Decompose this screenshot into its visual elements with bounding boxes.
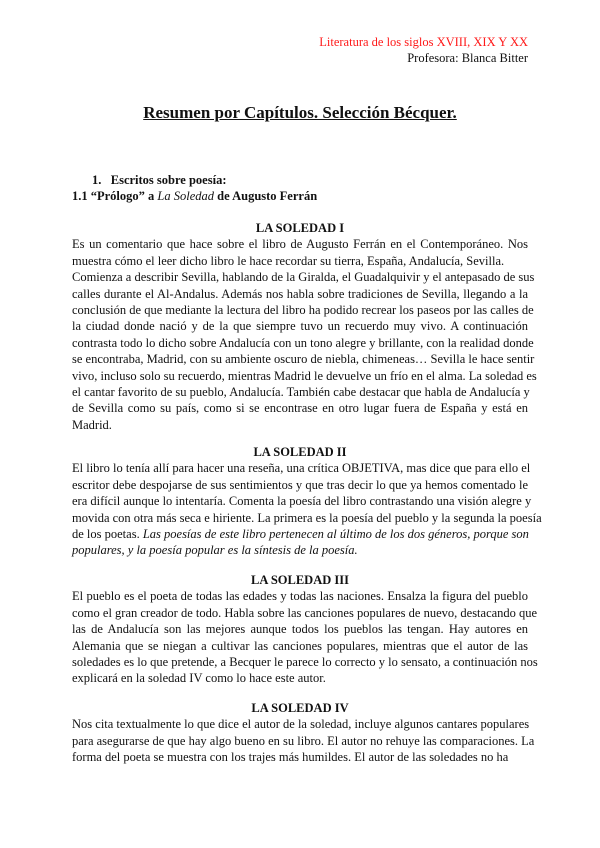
text-line: contrasta todo lo dicho sobre Andalucía con un tono alegre y brillante, con la realidad donde: [72, 335, 534, 350]
text-line: el cantar favorito de su pueblo, Andalucía. También cabe destacar que habla de Andalucía y: [72, 384, 530, 399]
chapter-heading: LA SOLEDAD IV: [251, 701, 349, 715]
section-label: Escritos sobre poesía:: [110, 173, 227, 187]
text-line: El pueblo es el poeta de todas las edades y todas las naciones. Ensalza la figura del pueblo: [72, 589, 528, 604]
text-line: Comienza a describir Sevilla, hablando de la Giralda, el Guadalquivir y el antepasado de sus: [72, 270, 535, 285]
text-segment: de los poetas.: [72, 526, 143, 541]
text-line: escritor debe despojarse de sus sentimientos y que tras decir lo que ya hemos comentado le: [72, 477, 528, 492]
text-line: como el gran creador de todo. Habla sobre las canciones populares de nuevo, destacando que: [72, 605, 538, 620]
text-line: Es un comentario que hace sobre el libro de Augusto Ferrán en el Contemporáneo. Nos: [72, 237, 528, 252]
section-number: 1.: [92, 173, 102, 187]
text-line: movida con otra más seca e hiriente. La primera es la poesía del pueblo y la segunda la poesía: [72, 510, 542, 525]
text-line: se encontraba, Madrid, con su ambiente oscuro de niebla, chimeneas… Sevilla le hace sentir: [72, 352, 535, 367]
section-heading: [92, 173, 227, 188]
text-line: muestra cómo el leer dicho libro le hace recordar su tierra, España, Andalucía, Sevilla.: [72, 253, 505, 268]
teacher-header: Profesora: Blanca Bitter: [407, 51, 528, 65]
text-line: vivo, incluso solo su recuerdo, mientras Madrid le devuelve un frío en el alma. La soledad es: [72, 368, 537, 383]
text-line: soledades es lo que pretende, a Becquer le parece lo correcto y lo sensato, a continuación nos: [72, 654, 538, 669]
text-line: para asegurarse de que hay algo bueno en su libro. El autor no rehuye las comparaciones. La: [72, 733, 535, 748]
text-line: Madrid.: [72, 417, 112, 432]
text-line: calles durante el Al-Andalus. Además nos habla sobre tradiciones de Sevilla, llegando a la: [72, 286, 528, 301]
text-line: conclusión de que mediante la lectura del libro ha podido recrear los paseos por las calles de: [72, 302, 534, 317]
chapter-soledad-3: [72, 572, 538, 687]
text-line: Nos cita textualmente lo que dice el autor de la soledad, incluye algunos cantares populares: [72, 717, 530, 732]
chapter-soledad-4: [72, 700, 535, 766]
subsection-heading: [72, 189, 317, 204]
subsection-italic-title: La Soledad: [157, 189, 215, 203]
text-line: [72, 526, 528, 542]
text-line: forma del poeta se muestra con los trajes más humildes. El autor de las soledades no ha: [72, 750, 509, 765]
text-line: explicará en la soledad IV como lo hace este autor.: [72, 671, 326, 686]
italic-quote: populares, y la poesía popular es la síntesis de la poesía.: [72, 543, 358, 558]
text-line: Alemania que se niegan a cultivar las canciones populares, mientras que el autor de las: [72, 638, 528, 653]
text-line: [72, 542, 528, 558]
subsection-rest: de Augusto Ferrán: [214, 189, 318, 203]
chapter-heading: LA SOLEDAD I: [255, 221, 345, 235]
text-line: las de Andalucía son las mejores aunque todos los pueblos las tengan. Hay autores en: [72, 622, 528, 637]
text-line: de Sevilla como su país, como si se encontrase en otro lugar fuera de España y está en: [72, 401, 528, 416]
chapter-heading: LA SOLEDAD II: [253, 445, 347, 459]
text-line: la ciudad donde nació y de la que siempre tuvo un recuerdo muy vivo. A continuación: [72, 319, 528, 334]
course-header: Literatura de los siglos XVIII, XIX Y XX: [319, 35, 528, 49]
document-title: Resumen por Capítulos. Selección Bécquer.: [143, 103, 457, 122]
text-line: El libro lo tenía allí para hacer una reseña, una crítica OBJETIVA, mas dice que para ello el: [72, 461, 531, 476]
italic-quote: Las poesías de este libro pertenecen al último de los dos géneros, porque son: [142, 526, 529, 541]
chapter-soledad-1: [72, 220, 537, 433]
chapter-heading: LA SOLEDAD III: [251, 573, 349, 587]
subsection-number: 1.1 “Prólogo” a: [72, 189, 158, 203]
chapter-soledad-2: [72, 444, 542, 559]
text-line: era difícil aunque lo intentaría. Comenta la poesía del libro contrastando una visión alegre y: [72, 494, 532, 509]
